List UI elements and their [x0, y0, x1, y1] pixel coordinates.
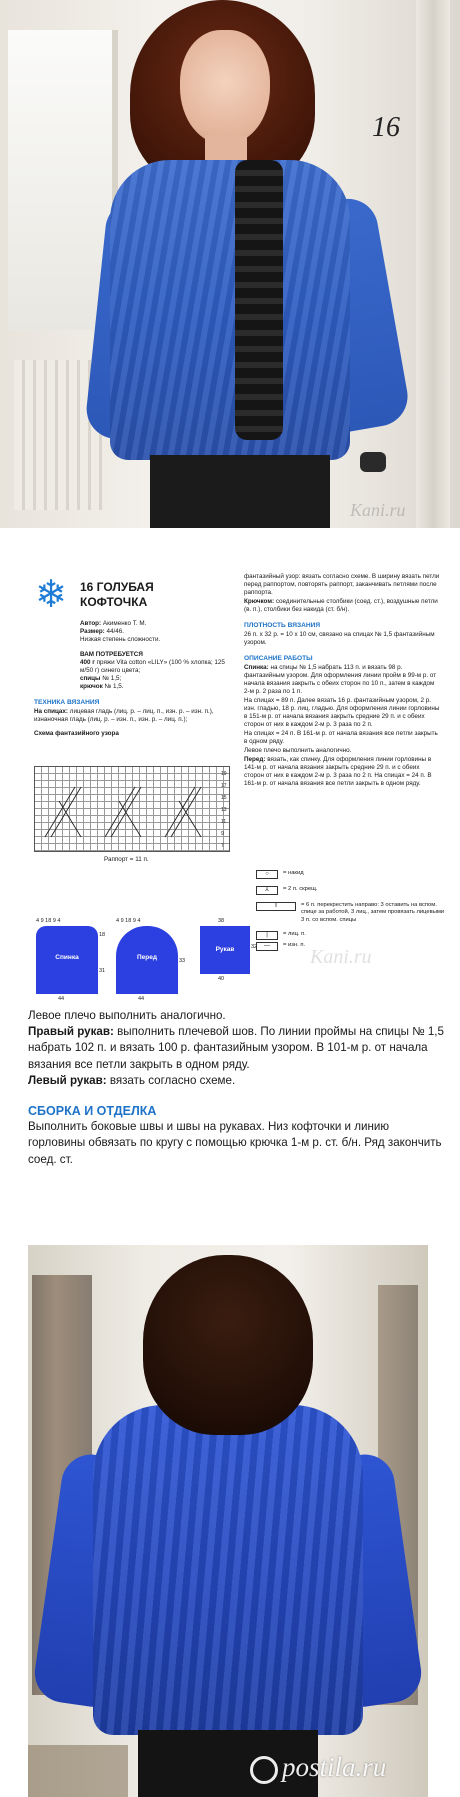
left-shoulder-text: Левое плечо выполнить аналогично.: [28, 1009, 226, 1022]
legend-item: [256, 931, 446, 940]
hook-value: № 1,5.: [104, 683, 124, 690]
legend-item: [256, 902, 446, 924]
technique-needles: [34, 708, 234, 724]
left-sleeve-label: Левый рукав:: [28, 1073, 107, 1087]
density-heading: ПЛОТНОСТЬ ВЯЗАНИЯ: [244, 622, 321, 629]
front-label: Перед:: [244, 756, 266, 763]
author-value: Акименко Т. М.: [102, 620, 147, 627]
work-heading: ОПИСАНИЕ РАБОТЫ: [244, 655, 313, 662]
left-sleeve-paragraph: [28, 1073, 448, 1089]
back-top-dims: 4 9 18 9 4: [36, 918, 61, 924]
back-dim-31: 31: [99, 968, 106, 974]
author-line: [80, 620, 234, 628]
legend-symbol: ⧘⧙: [256, 902, 296, 911]
title-line-2: КОФТОЧКА: [80, 595, 148, 609]
difficulty: Низкая степень сложности.: [80, 636, 161, 643]
title-line-1: 16 ГОЛУБАЯ: [80, 580, 154, 594]
size-line: [80, 628, 234, 636]
back-text-3: На спицах = 24 п. В 161-м р. от начала вязания все петли закрыть в одном ряду.: [244, 730, 438, 745]
materials-heading: ВАМ ПОТРЕБУЕТСЯ: [80, 651, 143, 658]
legend-symbol: ○: [256, 870, 278, 879]
knitting-chart: [34, 766, 230, 852]
technique-needles-text: лицевая гладь (лиц. р. – лиц. п., изн. р. – изн. п.), изнаночная гладь (лиц. р. – изн. п., изн. р. – лиц. п.);: [34, 708, 214, 723]
back-label: Спинка:: [244, 664, 269, 671]
hook-line: [80, 683, 234, 691]
back-text: на спицы № 1,5 набрать 113 п. и вязать 98 р. фантазийным узором. Для оформления линии пройм в 99-м р. от начала вязания закрыть с обеих сторон по 10 п., затем в каждом 2-м р. 2 раза по 1 п.: [244, 664, 437, 695]
hook-technique-label: Крючком:: [244, 598, 275, 605]
rapport-label: Раппорт = 11 п.: [104, 856, 149, 863]
svg-text:15: 15: [221, 795, 227, 801]
black-pants: [150, 455, 330, 528]
sleeve-top-dim: 38: [218, 918, 225, 924]
sleeve-dim-32: 32: [251, 944, 258, 950]
legend-text: = изн. п.: [283, 942, 306, 949]
front-dim-33: 33: [179, 958, 186, 964]
front-description: [244, 756, 440, 788]
needles-value: № 1,5;: [102, 675, 122, 682]
svg-text:7: 7: [221, 843, 224, 849]
assembly-heading: СБОРКА И ОТДЕЛКА: [28, 1104, 157, 1119]
knitting-chart-symbols: [35, 767, 231, 853]
right-sleeve-label: Правый рукав:: [28, 1025, 114, 1039]
blue-sweater-back: [93, 1405, 363, 1735]
yarn-amount: 400 г: [80, 659, 95, 666]
model-face: [180, 30, 270, 145]
svg-text:13: 13: [221, 807, 227, 813]
logo-text: postila.ru: [282, 1752, 387, 1782]
back-schema-label: Спинка: [55, 954, 79, 961]
svg-text:17: 17: [221, 783, 227, 789]
legend-symbol: |: [256, 931, 278, 940]
legend-symbol: —: [256, 942, 278, 951]
svg-text:9: 9: [221, 831, 224, 837]
pattern-title: [80, 580, 230, 610]
legend-text: = лиц. п.: [283, 931, 306, 938]
watermark: Kani.ru: [350, 500, 406, 520]
model-hair: [143, 1255, 313, 1435]
yarn-text: пряжи Vita cotton «LILY» (100 % хлопка; 125 м/50 г) синего цвета;: [80, 659, 225, 674]
hook-technique-text: соединительные столбики (соед. ст.), воздушные петли (в. п.), столбики без накида (ст. б/н).: [244, 598, 438, 613]
legend-item: [256, 870, 446, 879]
svg-text:11: 11: [221, 819, 227, 825]
front-dim-44: 44: [138, 996, 145, 1002]
author-label: Автор:: [80, 620, 102, 627]
snowflake-icon: ❄: [35, 574, 67, 616]
front-top-dims: 4 9 18 9 4: [116, 918, 141, 924]
model-photo-front: [0, 0, 460, 528]
size-label: Размер:: [80, 628, 105, 635]
hook-technique: [244, 598, 440, 614]
black-scarf: [235, 160, 283, 440]
fancy-pattern-text: фантазийный узор: вязать согласно схеме. В ширину вязать петли перед раппортом, повторять раппорт, заканчивать петлями после раппорта.: [244, 573, 440, 596]
needles-label: спицы: [80, 675, 101, 682]
sleeve-dim-40: 40: [218, 976, 225, 982]
yarn-line: [80, 659, 234, 675]
sleeve-schema-label: Рукав: [215, 946, 235, 953]
back-dim-18: 18: [99, 932, 106, 938]
back-description: [244, 664, 440, 696]
left-sleeve-text: вязать согласно схеме.: [109, 1073, 236, 1087]
front-schema-label: Перед: [137, 954, 157, 961]
needles-line: [80, 675, 234, 683]
right-sleeve-text: выполнить плечевой шов. По линии проймы на спицы № 1,5 набрать 102 п. и вязать 100 р. фантазийным узором. В 101-м р. от начала вязания все петли закрыть в одном ряду.: [28, 1025, 444, 1071]
front-text: вязать, как спинку. Для оформления линии горловины в 141-м р. от начала вязания закрыть средние 29 п. и с обеих сторон от них в каждом 2-м р. 3 раза по 2 п. На спицах = 24 п. В 161-м р. от начала вязания все петли закрыть в одном ряду.: [244, 756, 432, 787]
legend-text: = накид: [283, 870, 304, 876]
chart-title: Схема фантазийного узора: [34, 730, 119, 737]
column-background: [416, 0, 450, 528]
right-sleeve-paragraph: [28, 1024, 448, 1073]
back-text-4: Левое плечо выполнить аналогично.: [244, 747, 352, 754]
instructions-continued: [28, 1008, 448, 1168]
legend-symbol: ⅄: [256, 886, 278, 895]
legend-text: = 2 п. скрещ.: [283, 886, 318, 892]
right-column: [244, 572, 440, 788]
bracelet: [360, 452, 386, 472]
floor: [28, 1745, 128, 1797]
legend-text: = 6 п. перекрестить направо: 3 оставить на вспом. спице за работой, 3 лиц., затем провязать лицевыми 3 п. со вспом. спицы: [301, 902, 445, 923]
chart-cross-lines: [59, 801, 201, 837]
blue-sweater: [110, 160, 350, 460]
technique-needles-label: На спицах:: [34, 708, 69, 715]
back-text-2: На спицах = 89 п. Далее вязать 16 р. фантазийным узором, 2 р. изн. гладью, 18 р. лиц. гладью. Для оформления линии горловины в 151-м р. от начала вязания закрыть средние 29 п. и с обеих сторон от них в каждом 2-м р. 3 раза по 2 п.: [244, 697, 440, 728]
page-number: 16: [372, 112, 400, 143]
watermark: Kani.ru: [310, 946, 372, 968]
logo-seal-icon: [250, 1756, 278, 1784]
left-column: [34, 620, 234, 738]
svg-text:19: 19: [221, 771, 227, 777]
legend-item: [256, 886, 446, 895]
chart-legend: [256, 870, 446, 958]
chart-diagonal-lines: [45, 787, 201, 837]
postila-logo: [250, 1752, 450, 1788]
assembly-text: Выполнить боковые швы и швы на рукавах. Низ кофточки и линию горловины обвязать по кругу с помощью крючка 1-м р. ст. б/н. Ряд закончить соед. ст.: [28, 1120, 442, 1166]
density-text: 26 п. x 32 р. = 10 x 10 см, связано на спицах № 1,5 фантазийным узором.: [244, 631, 435, 646]
hook-label: крючок: [80, 683, 103, 690]
size-value: 44/46.: [106, 628, 125, 635]
model-photo-back: [28, 1245, 428, 1797]
technique-heading: ТЕХНИКА ВЯЗАНИЯ: [34, 699, 100, 706]
back-dim-44: 44: [58, 996, 65, 1002]
pattern-page: [0, 528, 460, 1008]
